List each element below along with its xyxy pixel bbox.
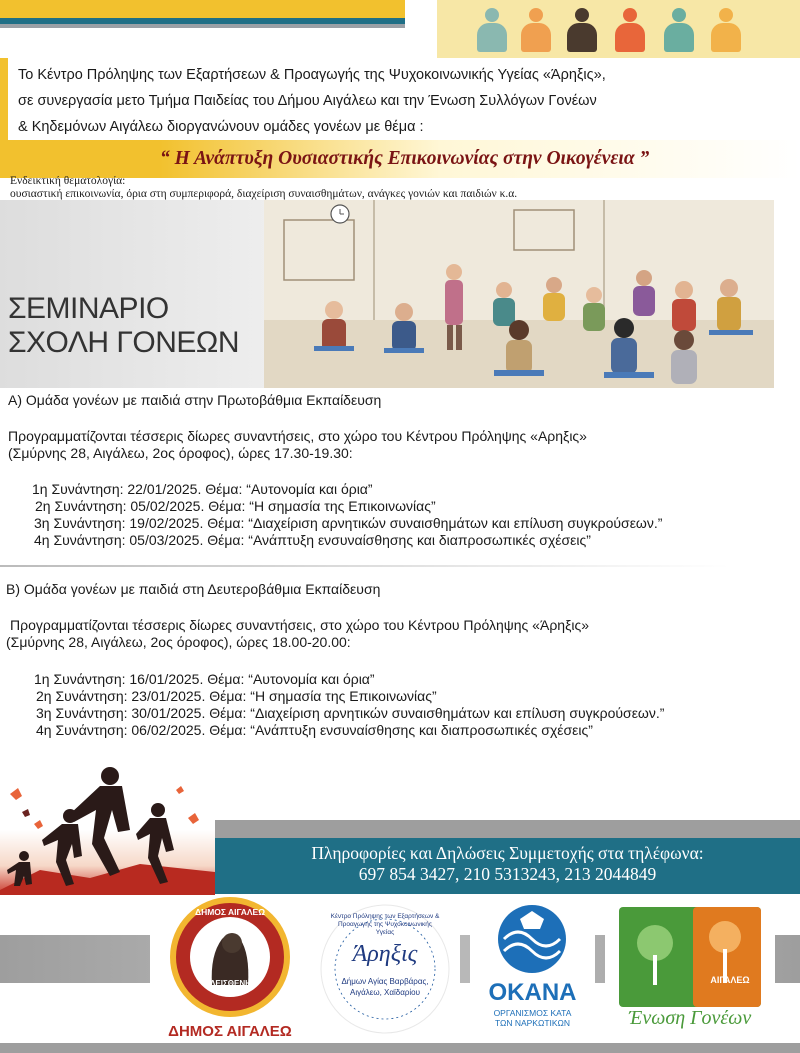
group-b-meetings-list [34,671,664,739]
group-b-desc-line-1: Προγραμματίζονται τέσσερις δίωρες συναντήσεις, στο χώρο του Κέντρου Πρόληψης «Άρηξις» [10,617,589,633]
seminar-line-1: ΣΕΜΙΝΑΡΙΟ [8,292,169,325]
arixis-ring-text: Κέντρο Πρόληψης των Εξαρτήσεων & Προαγωγής της Ψυχοκοινωνικής Υγείας [330,913,440,936]
topics-text: ουσιαστική επικοινωνία, όρια στη συμπεριφορά, διαχείριση συναισθημάτων, ανάγκες γονιών και παιδιών κ.α. [10,188,518,200]
person-icon [709,8,743,52]
arixis-logo [310,895,460,1043]
group-a-description [8,428,587,462]
municipality-ring-text: ΔΗΜΟΣ ΑΙΓΑΛΕΩ [194,907,266,917]
contact-label: Πληροφορίες και Δηλώσεις Συμμετοχής στα τηλέφωνα: [311,843,704,863]
family-silhouette-illustration [0,760,215,895]
group-b-description [6,617,589,651]
top-yellow-bar [0,0,405,18]
parents-group-illustration [264,200,774,388]
group-b-meeting-1: 1η Συνάντηση: 16/01/2025. Θέμα: “Αυτονομία και όρια” [34,671,375,687]
intro-line-1: Το Κέντρο Πρόληψης των Εξαρτήσεων & Προαγωγής της Ψυχοκοινωνικής Υγείας «Άρηξις», [18,67,606,83]
person-icon [613,8,647,52]
parents-union-name: Ένωση Γονέων [628,1007,752,1029]
group-a-meeting-2: 2η Συνάντηση: 05/02/2025. Θέμα: “Η σημασία της Επικοινωνίας” [35,498,436,514]
parents-union-logo [605,895,775,1043]
person-icon [565,8,599,52]
seminar-heading [8,292,239,360]
group-b-desc-line-2: (Σμύρνης 28, Αιγάλεω, 2ος όροφος), ώρες 18.00-20.00: [6,634,351,650]
group-a-meetings-list [32,481,662,549]
okana-sub-1: ΟΡΓΑΝΙΣΜΟΣ ΚΑΤΑ [493,1008,572,1018]
intro-paragraph [18,62,788,140]
topics-label: Ενδεικτική θεματολογία: [10,175,126,187]
group-a-desc-line-2: (Σμύρνης 28, Αιγάλεω, 2ος όροφος), ώρες 17.30-19.30: [8,445,353,461]
okana-sub-2: ΤΩΝ ΝΑΡΚΩΤΙΚΩΝ [494,1018,571,1028]
bottom-gray-band [0,1043,800,1053]
group-b-meeting-2: 2η Συνάντηση: 23/01/2025. Θέμα: “Η σημασία της Επικοινωνίας” [36,688,437,704]
person-icon [475,8,509,52]
section-divider [0,565,730,567]
arixis-name: Άρηξις [352,941,418,967]
info-gray-bar [215,820,800,838]
main-title: “ Η Ανάπτυξη Ουσιαστικής Επικοινωνίας στην Οικογένεια ” [160,148,650,169]
intro-line-3: & Κηδεμόνων Αιγάλεω διοργανώνουν ομάδες γονέων με θέμα : [18,119,424,135]
group-b-heading: Β) Ομάδα γονέων με παιδιά στη Δευτεροβάθμια Εκπαίδευση [6,581,381,597]
seminar-line-2: ΣΧΟΛΗ ΓΟΝΕΩΝ [8,326,240,359]
group-b-meeting-4: 4η Συνάντηση: 06/02/2025. Θέμα: “Ανάπτυξη ενσυναίσθησης και διαπροσωπικές σχέσεις” [36,722,593,738]
group-a-meeting-1: 1η Συνάντηση: 22/01/2025. Θέμα: “Αυτονομία και όρια” [32,481,373,497]
group-a-desc-line-1: Προγραμματίζονται τέσσερις δίωρες συναντήσεις, στο χώρο του Κέντρου Πρόληψης «Αρηξις» [8,428,587,444]
arixis-sub-1: Δήμων Αγίας Βαρβάρας, [341,977,429,986]
group-a-heading: Α) Ομάδα γονέων με παιδιά στην Πρωτοβάθμια Εκπαίδευση [8,392,382,408]
municipality-inner-text: ΚΛΕΙΣΘΕΝΗΣ [204,979,256,988]
person-icon [662,8,696,52]
intro-line-2: σε συνεργασία μετο Τμήμα Παιδείας του Δήμου Αιγάλεω και την Ένωση Συλλόγων Γονέων [18,93,597,109]
municipality-logo [150,895,310,1043]
contact-phones: 697 854 3427, 210 5313243, 213 2044849 [358,864,657,884]
okana-name: ΟΚΑΝΑ [488,979,577,1006]
arixis-sub-2: Αιγάλεω, Χαϊδαρίου [350,988,420,997]
group-a-meeting-4: 4η Συνάντηση: 05/03/2025. Θέμα: “Ανάπτυξη ενσυναίσθησης και διαπροσωπικές σχέσεις” [34,532,591,548]
okana-logo [470,895,595,1043]
person-icon [519,8,553,52]
contact-info-box [215,838,800,894]
group-b-meeting-3: 3η Συνάντηση: 30/01/2025. Θέμα: “Διαχείριση αρνητικών συναισθημάτων και επίλυση συγκρούσεων.” [36,705,665,721]
top-gray-bar [0,24,405,28]
parents-union-small: ΑΙΓΑΛΕΩ [710,975,750,985]
group-a-meeting-3: 3η Συνάντηση: 19/02/2025. Θέμα: “Διαχείριση αρνητικών συναισθημάτων και επίλυση συγκρούσεων.” [34,515,663,531]
municipality-caption: ΔΗΜΟΣ ΑΙΓΑΛΕΩ [168,1023,292,1040]
people-icons-banner [437,0,800,58]
